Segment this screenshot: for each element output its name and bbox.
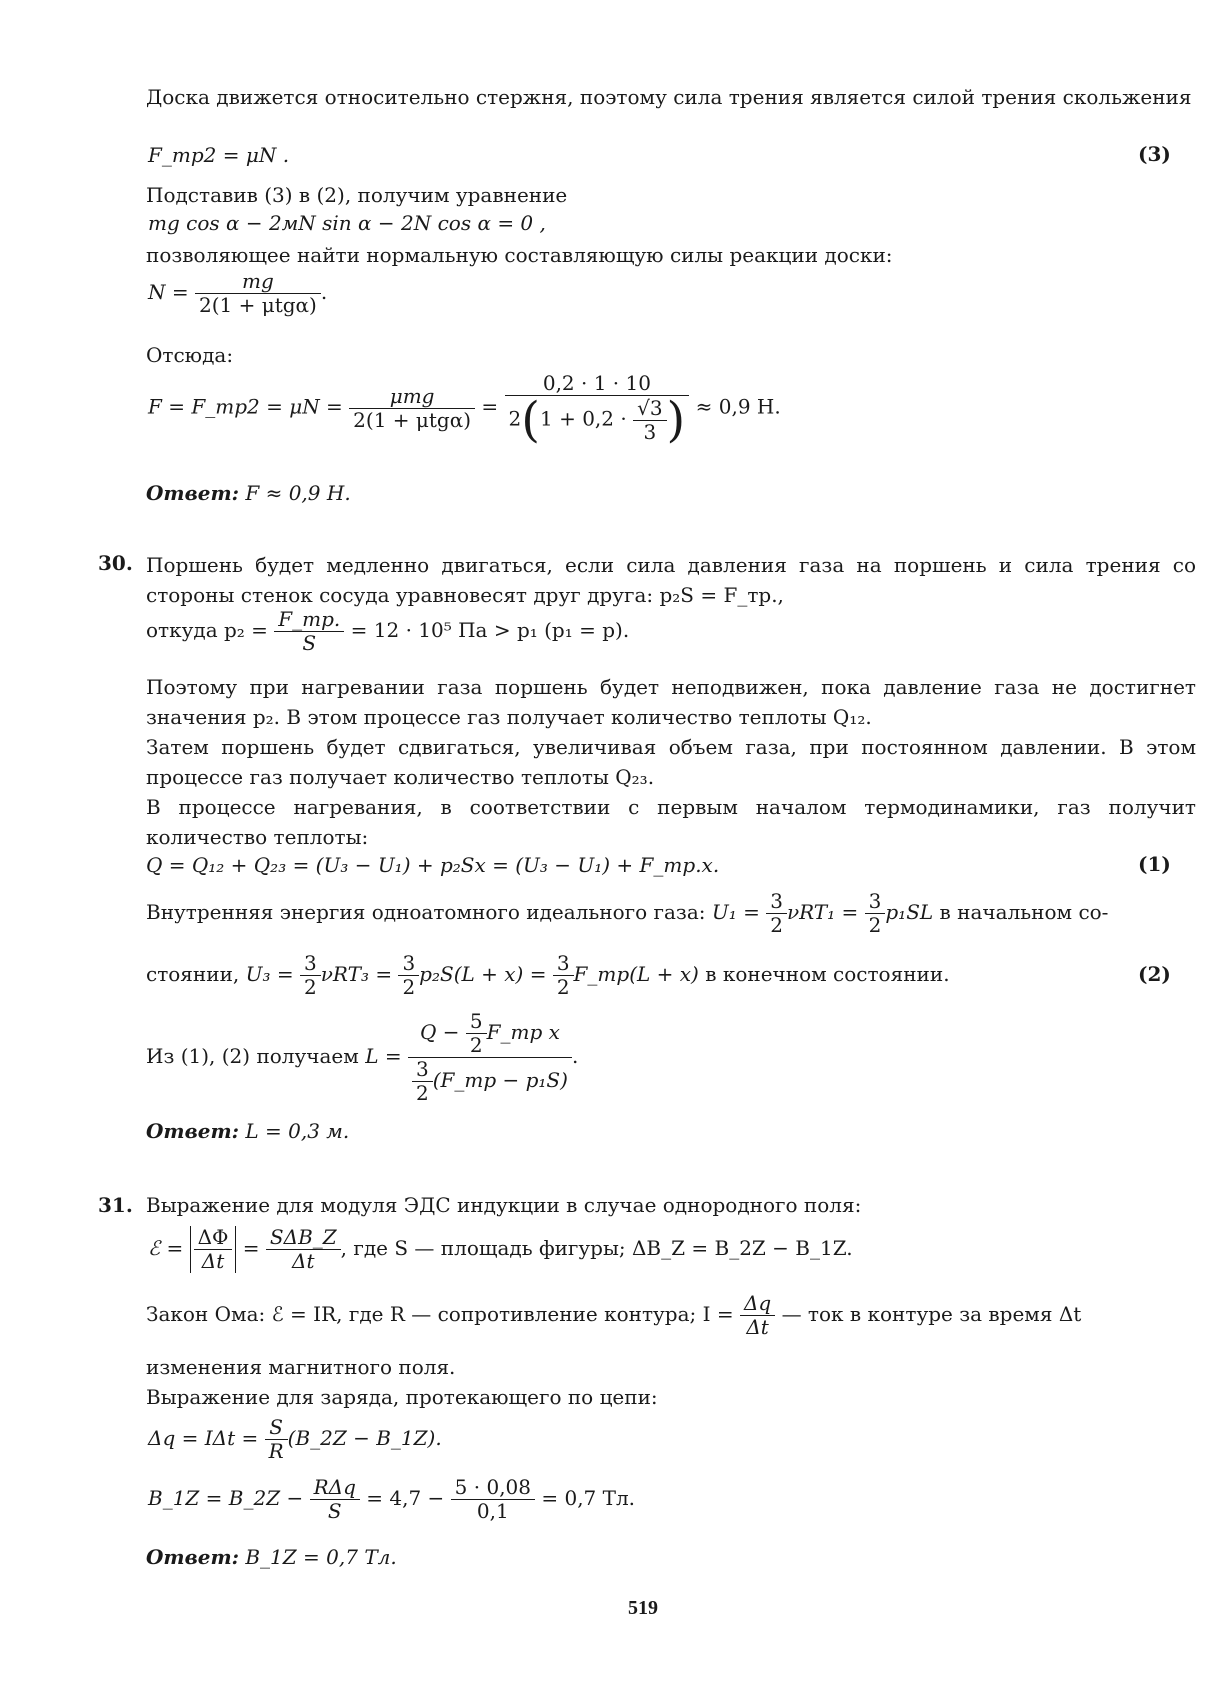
frac-num: 3: [553, 952, 574, 976]
answer-value: F ≈ 0,9 Н.: [245, 481, 351, 505]
three: 3: [643, 419, 657, 444]
dt: Δt: [292, 1249, 315, 1273]
p30-internal-energy: [146, 890, 1108, 937]
p30-eq1: Q = Q₁₂ + Q₂₃ = (U₃ − U₁) + p₂Sx = (U₃ − U₁) + F_тр.x.: [146, 853, 720, 877]
p31-b1-formula: [148, 1476, 635, 1523]
frac-num: 5: [466, 1010, 487, 1034]
p31-intro: Выражение для модуля ЭДС индукции в случае однородного поля:: [146, 1193, 862, 1217]
p29-from: Отсюда:: [146, 343, 234, 367]
p29-N-formula: N = $\frac{mg}{\text{2(1 + μtgα)}}$ .: [148, 269, 328, 317]
u3-a: νRT₃ =: [320, 962, 393, 986]
emf-abs: [190, 1226, 237, 1273]
num-val: 5 · 0,08: [451, 1476, 535, 1500]
F-num-symbolic: μmg: [349, 385, 475, 409]
ohm-text: Закон Ома: ℰ = IR, где R — сопротивление контура; I =: [146, 1302, 734, 1326]
frac-den: 2: [415, 1081, 429, 1105]
F-fraction-symbolic: [349, 385, 475, 432]
dq-dt: [740, 1292, 775, 1339]
ohm-tail: — ток в контуре за время Δt: [781, 1302, 1082, 1326]
p30-intro: Поршень будет медленно двигаться, если сила давления газа на поршень и сила трения со стороны стенок сосуда уравновесят друг друга: p₂S = F_тр.,: [146, 553, 1196, 607]
b1-mid: = 4,7 −: [366, 1486, 445, 1510]
frac-num: 3: [865, 890, 886, 914]
p30-para3: В процессе нагревания, в соответствии с первым началом термодинамики, газ получит количество теплоты:: [146, 795, 1196, 849]
three-halves: [412, 1058, 433, 1105]
p31-charge: Выражение для заряда, протекающего по цепи:: [146, 1385, 658, 1409]
u3-c: F_тр(L + x): [573, 962, 699, 986]
frac-num: 3: [398, 952, 419, 976]
frac-den: 2: [868, 913, 882, 937]
N-lhs: N =: [148, 280, 189, 304]
p30-eq2-number: (2): [1138, 962, 1171, 986]
rdq-over-S: [310, 1476, 360, 1523]
dq-tail: (B_2Z − B_1Z).: [287, 1426, 442, 1450]
numeric-fraction: [451, 1476, 535, 1523]
F-den-symbolic: 2(1 + μtgα): [353, 407, 472, 432]
p30-answer: [146, 1118, 349, 1144]
L-denominator: [408, 1058, 572, 1105]
frac-num: 3: [300, 952, 321, 976]
frac-den: 2: [469, 1033, 483, 1057]
page-number: 519: [628, 1597, 658, 1619]
u1-lhs: U₁ =: [711, 900, 760, 924]
F-den-two: 2: [508, 406, 522, 431]
p31-answer: [146, 1544, 397, 1570]
u1-frac-b: [865, 890, 886, 937]
p29-eq3: F_тр2 = μN .: [148, 143, 290, 167]
five-halves: [466, 1010, 487, 1057]
frac-den: 2: [304, 975, 317, 999]
p31-number: 31.: [98, 1193, 133, 1217]
sqrt3-over-3: [633, 397, 666, 444]
u3-pre: стоянии,: [146, 962, 240, 986]
p29-allowing: позволяющее найти нормальную составляющую силы реакции доски:: [146, 243, 893, 267]
answer-label: Ответ:: [146, 1119, 239, 1143]
u3-frac-c: [553, 952, 574, 999]
N-numerator: mg: [195, 270, 321, 294]
answer-label: Ответ:: [146, 1545, 239, 1569]
F-den-inner: 1 + 0,2 ·: [540, 406, 627, 431]
p30-para2: Затем поршень будет сдвигаться, увеличивая объем газа, при постоянном давлении. В этом процессе газ получает количество теплоты Q₂₃.: [146, 735, 1196, 789]
dt: Δt: [746, 1315, 769, 1339]
p2-fraction: [274, 608, 344, 655]
emf-tail: , где S — площадь фигуры; ΔB_Z = B_2Z − B_1Z.: [340, 1236, 853, 1260]
frac-num: 3: [766, 890, 787, 914]
u1-tail: p₁SL: [885, 900, 934, 924]
p30-L-formula: Из (1), (2) получаем L = Q − $\frac{5}{2}$ F_тр x $\frac{3}{2}$ (F_тр − p₁S) .: [146, 1009, 579, 1105]
whence-tail: = 12 · 10⁵ Па > p₁ (p₁ = p).: [350, 618, 630, 642]
den-val: 0,1: [476, 1499, 509, 1523]
dphi: ΔΦ: [194, 1226, 233, 1250]
u3-frac-a: [300, 952, 321, 999]
answer-label: Ответ:: [146, 481, 239, 505]
N-denominator: 2(1 + μtgα): [198, 293, 317, 317]
u3-b: p₂S(L + x) =: [419, 962, 547, 986]
p29-equation: mg cos α − 2мN sin α − 2N cos α = 0 ,: [148, 211, 546, 235]
L-num-a: Q −: [420, 1020, 460, 1044]
rdq: RΔq: [310, 1476, 360, 1500]
dq-lhs: Δq = IΔt =: [148, 1426, 259, 1450]
dphi-dt: [194, 1226, 233, 1273]
F-den-numeric: 2(1 + 0,2 · $\frac{√3}{3}$ ): [508, 392, 686, 448]
frac-num: 3: [412, 1058, 433, 1082]
frac-den: 2: [402, 975, 416, 999]
u1-state: в начальном со-: [939, 900, 1109, 924]
emf-lhs: ℰ =: [148, 1236, 184, 1260]
p29-intro: Доска движется относительно стержня, поэтому сила трения является силой трения скольжения: [146, 85, 1192, 109]
u1-frac-a: [766, 890, 787, 937]
F-num-numeric: 0,2 · 1 · 10: [505, 372, 690, 396]
L-num-b: F_тр x: [486, 1020, 560, 1044]
p30-eq1-number: (1): [1138, 852, 1171, 876]
frac-den: 2: [770, 913, 783, 937]
N-fraction: [195, 270, 321, 317]
dt: Δt: [201, 1249, 225, 1273]
frac-den: 2: [556, 975, 570, 999]
answer-value: L = 0,3 м.: [245, 1119, 350, 1143]
p30-para1: Поэтому при нагревании газа поршень будет неподвижен, пока давление газа не достигнет значения p₂. В этом процессе газ получает количество теплоты Q₁₂.: [146, 675, 1196, 729]
sdb-dt: [266, 1226, 341, 1273]
p31-dq-formula: [148, 1416, 442, 1463]
S: S: [327, 1499, 342, 1523]
answer-value: B_1Z = 0,7 Тл.: [245, 1545, 397, 1569]
p29-F-formula: F = F_тр2 = μN = $\frac{\text{μmg}}{\text{2(1 + μtgα)}}$ = 0,2 · 1 · 10 2(1 + 0,2 · $\frac{√3}{3}$ ) ≈ 0,9 Н.: [148, 371, 781, 448]
u3-frac-b: [398, 952, 419, 999]
p31-ohm-line2: изменения магнитного поля.: [146, 1355, 456, 1379]
whence-text: откуда p₂ =: [146, 618, 268, 642]
b1-tail: = 0,7 Тл.: [541, 1486, 636, 1510]
p29-substitution: Подставив (3) в (2), получим уравнение: [146, 183, 568, 207]
R: R: [268, 1439, 284, 1463]
p30-whence: [146, 608, 629, 655]
F-lhs: F = F_тр2 = μN =: [148, 394, 343, 419]
L-fraction: [408, 1010, 572, 1105]
fromL-text: Из (1), (2) получаем: [146, 1044, 359, 1068]
sdb: SΔB_Z: [266, 1226, 341, 1250]
p29-eq3-number: (3): [1138, 142, 1171, 166]
u3-state: в конечном состоянии.: [705, 962, 950, 986]
S: S: [265, 1416, 288, 1440]
p2-denominator: S: [302, 631, 317, 655]
F-result: ≈ 0,9 Н.: [695, 394, 781, 419]
L-lhs: L =: [365, 1044, 402, 1068]
p30-final-energy: [146, 952, 950, 999]
S-over-R: [265, 1416, 288, 1463]
sqrt3: √3: [633, 397, 666, 421]
L-den-b: (F_тр − p₁S): [432, 1068, 568, 1092]
b1-lhs: B_1Z = B_2Z −: [148, 1486, 304, 1510]
u3-lhs: U₃ =: [245, 962, 294, 986]
p2-numerator: F_тр.: [274, 608, 344, 632]
L-numerator: [408, 1010, 572, 1058]
u1-mid: νRT₁ =: [786, 900, 859, 924]
p31-emf: ℰ = $\frac{\Delta\Phi}{\Delta t}$ = $\frac{\text{SΔB\_Z}}{\Delta t}$ , где S — площадь фигуры; ΔB_Z = B_2Z − B_1Z.: [148, 1225, 853, 1273]
p29-answer: [146, 480, 351, 506]
p30-number: 30.: [98, 551, 133, 575]
internal-text: Внутренняя энергия одноатомного идеального газа:: [146, 900, 706, 924]
p31-ohm: [146, 1292, 1081, 1339]
dq: Δq: [740, 1292, 775, 1316]
F-fraction-numeric: [505, 371, 690, 448]
